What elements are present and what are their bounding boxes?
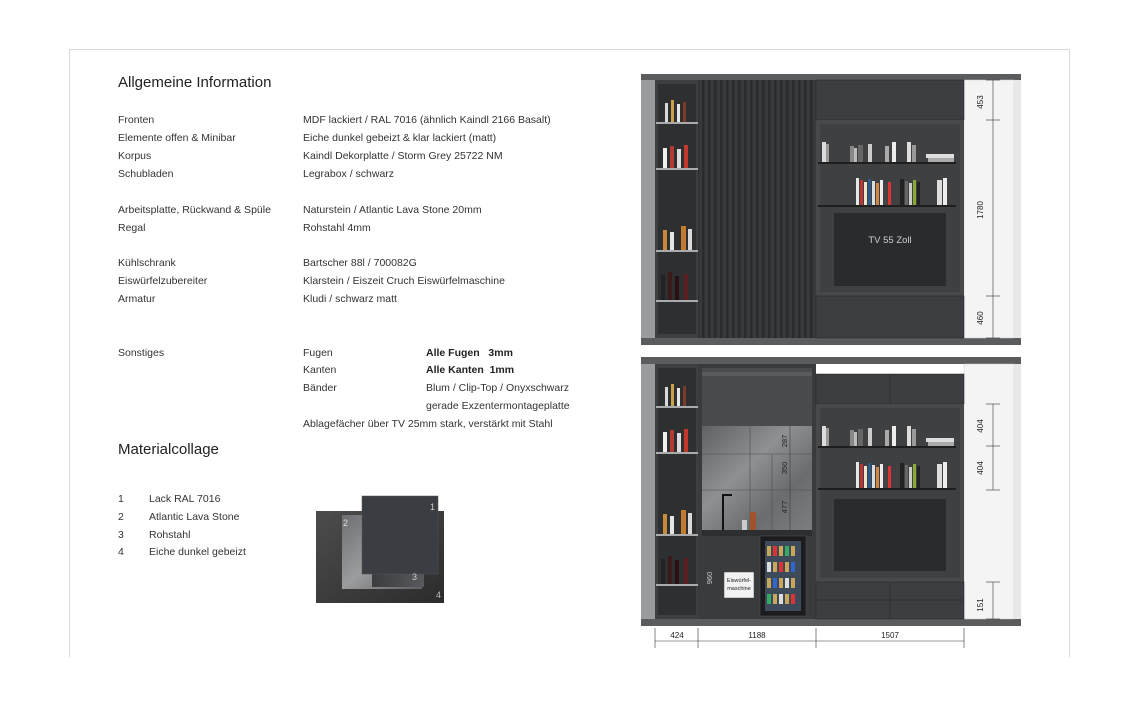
value-baender: Blum / Clip-Top / Onyxschwarz (426, 382, 569, 394)
value-schubladen: Legrabox / schwarz (303, 168, 395, 180)
material-num-1: 1 (118, 493, 124, 505)
tv-label: TV 55 Zoll (868, 235, 912, 246)
material-num-3: 3 (118, 529, 124, 541)
label-arbeitsplatte: Arbeitsplatte, Rückwand & Spüle (118, 204, 271, 216)
dim-477: 477 (780, 500, 789, 514)
dim-287: 287 (780, 434, 789, 448)
ice-label-1: Eiswürfel- (726, 578, 752, 584)
value-regal: Rohstahl 4mm (303, 222, 371, 234)
value-arbeitsplatte: Naturstein / Atlantic Lava Stone 20mm (303, 204, 482, 216)
value-armatur: Kludi / schwarz matt (303, 293, 397, 305)
material-num-4: 4 (118, 546, 124, 558)
dim-1507: 1507 (881, 631, 899, 640)
dim-404-b: 404 (976, 461, 985, 475)
value-fugen: Alle Fugen 3mm (426, 347, 513, 359)
swatch-label-2: 2 (343, 518, 349, 528)
label-kuehlschrank: Kühlschrank (118, 257, 176, 269)
label-elemente: Elemente offen & Minibar (118, 132, 236, 144)
value-eiswuerfel: Klarstein / Eiszeit Cruch Eiswürfelmaschine (303, 275, 505, 287)
material-collage (316, 496, 444, 603)
dim-460: 460 (976, 311, 985, 325)
swatch-lack (362, 496, 438, 574)
dim-350: 350 (780, 461, 789, 475)
swatch-label-4: 4 (436, 590, 442, 600)
faucet-icon (722, 494, 724, 530)
dim-453: 453 (976, 95, 985, 109)
label-sonstiges: Sonstiges (118, 347, 165, 359)
elevation-bottom (641, 357, 1021, 648)
general-info-title: Allgemeine Information (118, 74, 272, 91)
material-name-1: Lack RAL 7016 (149, 493, 221, 505)
material-title: Materialcollage (118, 441, 219, 458)
label-eiswuerfel: Eiswürfelzubereiter (118, 275, 208, 287)
value-korpus: Kaindl Dekorplatte / Storm Grey 25722 NM (303, 150, 503, 162)
material-name-4: Eiche dunkel gebeizt (149, 546, 246, 558)
slatted-door-top (698, 80, 816, 338)
swatch-label-3: 3 (412, 572, 418, 582)
swatch-label-1: 1 (430, 502, 436, 512)
value-kuehlschrank: Bartscher 88l / 700082G (303, 257, 417, 269)
stone-backsplash (702, 426, 812, 530)
key-kanten: Kanten (303, 364, 337, 376)
ice-label-2: maschine (727, 586, 751, 592)
key-baender: Bänder (303, 382, 337, 394)
dim-1188: 1188 (748, 631, 766, 640)
dim-151: 151 (976, 598, 985, 612)
value-kanten: Alle Kanten 1mm (426, 364, 515, 376)
label-fronten: Fronten (118, 114, 155, 126)
elevation-top (641, 74, 1021, 345)
value-fronten: MDF lackiert / RAL 7016 (ähnlich Kaindl 2166 Basalt) (303, 114, 551, 126)
key-fugen: Fugen (303, 347, 333, 359)
misc-note: Ablagefächer über TV 25mm stark, verstärkt mit Stahl (303, 418, 553, 430)
dim-lines-width (655, 628, 964, 648)
dim-960: 960 (705, 571, 714, 585)
value-baender-2: gerade Exzentermontageplatte (426, 400, 570, 412)
ice-machine (724, 572, 754, 598)
tv-screen-top (834, 213, 946, 286)
tv-screen-bottom (834, 499, 946, 571)
label-regal: Regal (118, 222, 146, 234)
value-elemente: Eiche dunkel gebeizt & klar lackiert (matt) (303, 132, 497, 144)
dim-404-a: 404 (976, 419, 985, 433)
dim-424: 424 (670, 631, 684, 640)
label-korpus: Korpus (118, 150, 152, 162)
material-name-3: Rohstahl (149, 529, 191, 541)
material-num-2: 2 (118, 511, 124, 523)
material-name-2: Atlantic Lava Stone (149, 511, 240, 523)
dim-1780: 1780 (976, 201, 985, 219)
label-armatur: Armatur (118, 293, 156, 305)
label-schubladen: Schubladen (118, 168, 174, 180)
